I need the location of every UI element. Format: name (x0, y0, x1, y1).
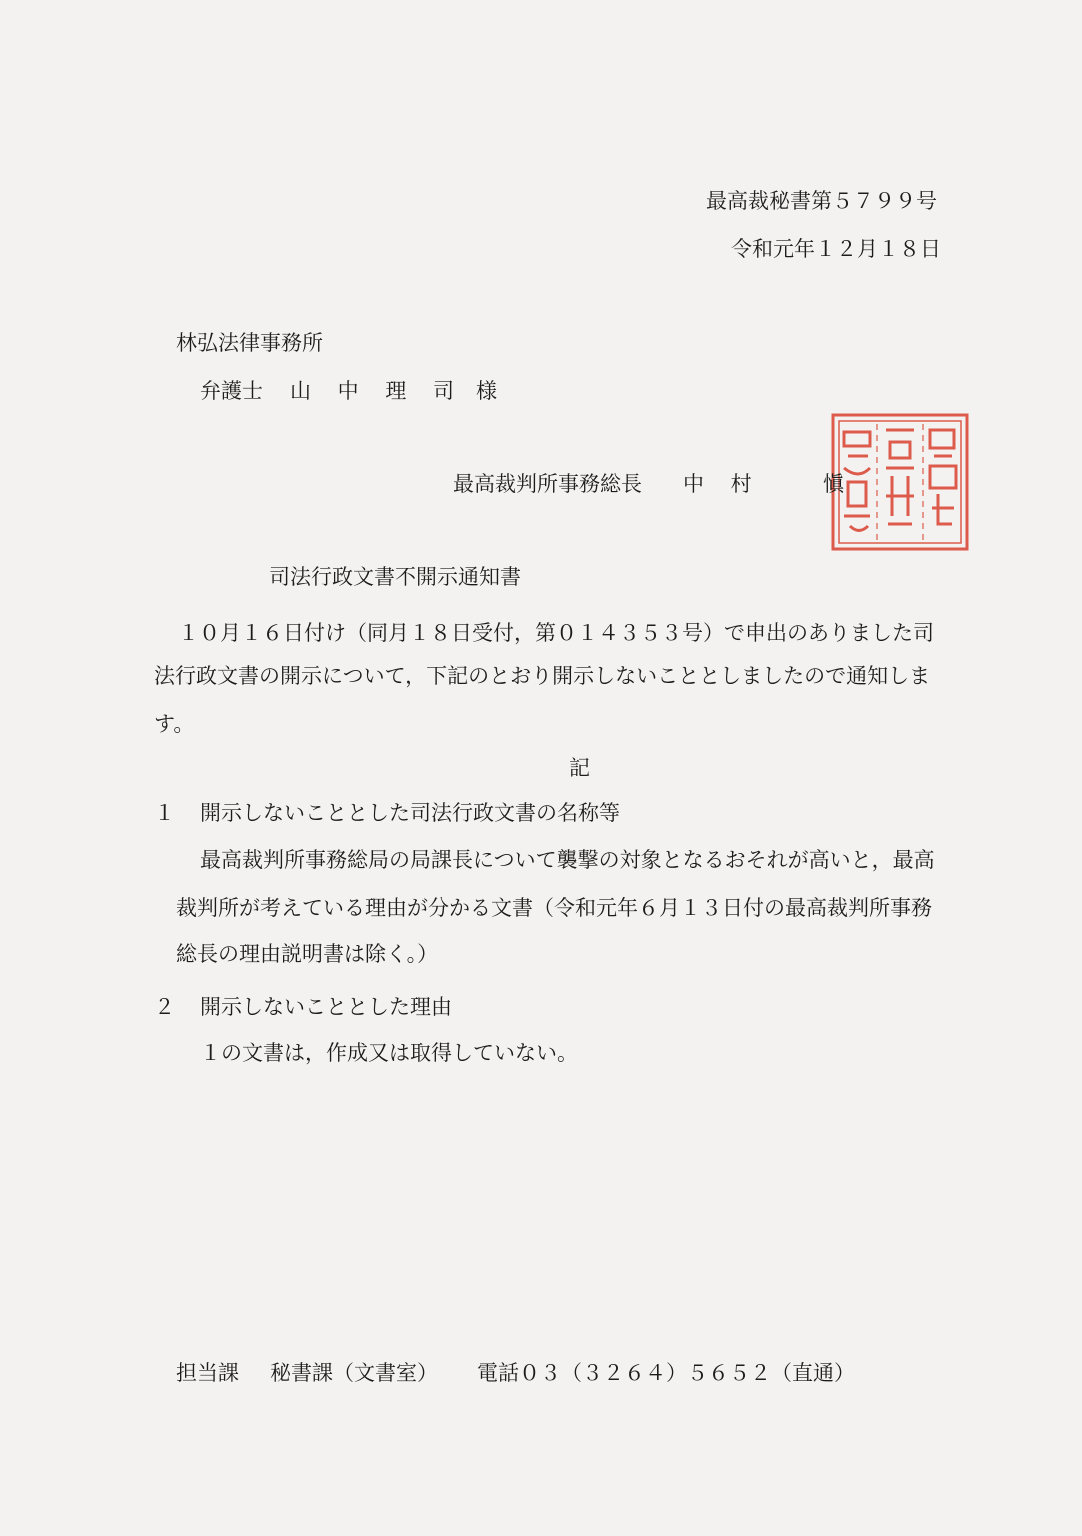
body-line-1: １０月１６日付け（同月１８日受付，第０１４３５３号）で申出のありました司 (178, 621, 934, 645)
item-1-number: １ (154, 801, 175, 825)
sender-family-name: 中 村 (683, 472, 762, 496)
body-line-2: 法行政文書の開示について，下記のとおり開示しないこととしましたので通知しま (154, 664, 931, 688)
item-1-line-2: 裁判所が考えている理由が分かる文書（令和元年６月１３日付の最高裁判所事務 (176, 896, 932, 920)
footer-phone: 電話０３（３２６４）５６５２（直通） (477, 1361, 855, 1385)
item-2-number: ２ (154, 995, 175, 1019)
recipient-honorific: 様 (476, 379, 497, 403)
footer-dept: 秘書課（文書室） (270, 1361, 438, 1385)
item-2-heading: 開示しないこととした理由 (200, 995, 452, 1019)
sender-given-name: 愼 (823, 472, 844, 496)
body-line-3: す。 (154, 712, 195, 736)
official-seal (830, 412, 970, 552)
recipient-office: 林弘法律事務所 (176, 331, 323, 355)
item-1-line-1: 最高裁判所事務総局の局課長について襲撃の対象となるおそれが高いと，最高 (200, 848, 935, 872)
sender-title: 最高裁判所事務総長 (453, 472, 642, 496)
item-1-heading: 開示しないこととした司法行政文書の名称等 (200, 801, 620, 825)
item-1-line-3: 総長の理由説明書は除く。） (176, 942, 439, 966)
document-subject: 司法行政文書不開示通知書 (269, 565, 521, 589)
recipient-name: 山 中 理 司 (290, 379, 465, 403)
recipient-title: 弁護士 (200, 379, 263, 403)
item-2-line-1: １の文書は，作成又は取得していない。 (200, 1041, 578, 1065)
document-date: 令和元年１２月１８日 (731, 237, 941, 261)
document-number: 最高裁秘書第５７９９号 (706, 189, 937, 213)
ki-heading: 記 (569, 756, 590, 780)
footer-dept-label: 担当課 (176, 1361, 239, 1385)
